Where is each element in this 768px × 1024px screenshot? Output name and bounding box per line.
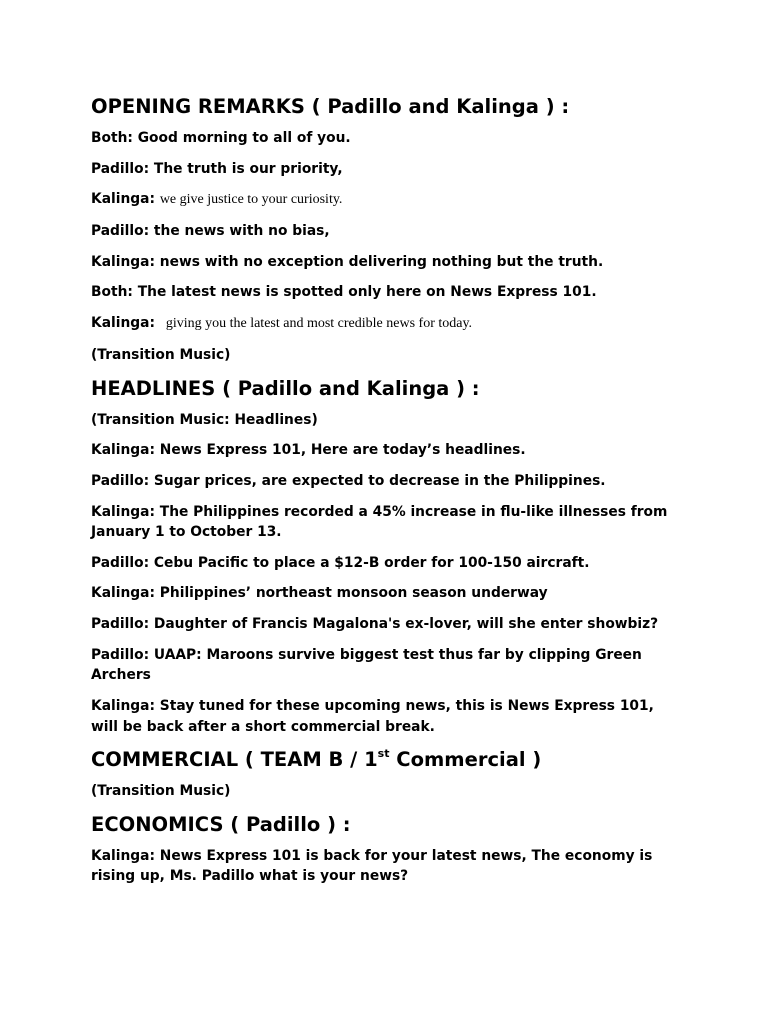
script-line: Kalinga: News Express 101 is back for your latest news, The economy is rising up, Ms. Padillo what is your news? [91, 847, 653, 885]
script-line: Padillo: Sugar prices, are expected to decrease in the Philippines. [91, 472, 606, 489]
script-line: Kalinga: The Philippines recorded a 45% increase in flu-like illnesses from January 1 to October 13. [91, 503, 668, 541]
dialogue-text: we give justice to your curiosity. [159, 192, 343, 208]
script-line: Padillo: the news with no bias, [91, 223, 330, 240]
speaker-label: Kalinga: [91, 315, 155, 332]
section-heading-economics: ECONOMICS ( Padillo ) : [91, 812, 351, 836]
stage-direction: (Transition Music) [91, 346, 231, 363]
heading-text: Commercial ) [389, 748, 542, 772]
script-line: Padillo: Cebu Pacific to place a $12-B order for 100-150 aircraft. [91, 554, 590, 571]
script-line: Padillo: Daughter of Francis Magalona's ex-lover, will she enter showbiz? [91, 616, 659, 633]
dialogue-text: giving you the latest and most credible news for today. [165, 316, 473, 332]
section-heading-headlines: HEADLINES ( Padillo and Kalinga ) : [91, 376, 480, 400]
ordinal-suffix: st [377, 746, 390, 760]
script-line [91, 189, 681, 211]
stage-direction: (Transition Music) [91, 783, 231, 800]
heading-text: COMMERCIAL ( TEAM B / 1 [91, 748, 378, 772]
script-line: Both: Good morning to all of you. [91, 130, 351, 146]
script-line: Padillo: UAAP: Maroons survive biggest test thus far by clipping Green Archers [91, 646, 642, 684]
stage-direction: (Transition Music: Headlines) [91, 411, 318, 428]
script-line [91, 313, 681, 335]
script-line: Both: The latest news is spotted only here on News Express 101. [91, 284, 597, 301]
section-heading-opening-remarks: OPENING REMARKS ( Padillo and Kalinga ) : [91, 95, 570, 118]
section-heading-commercial [91, 747, 681, 773]
script-line: Kalinga: News Express 101, Here are today’s headlines. [91, 442, 526, 459]
script-line: Padillo: The truth is our priority, [91, 160, 343, 177]
speaker-label: Kalinga: [91, 191, 155, 208]
script-line: Kalinga: news with no exception delivering nothing but the truth. [91, 253, 604, 270]
script-line: Kalinga: Philippines’ northeast monsoon season underway [91, 585, 548, 602]
document-page [91, 94, 681, 897]
script-line: Kalinga: Stay tuned for these upcoming news, this is News Express 101, will be back after a short commercial break. [91, 698, 654, 735]
